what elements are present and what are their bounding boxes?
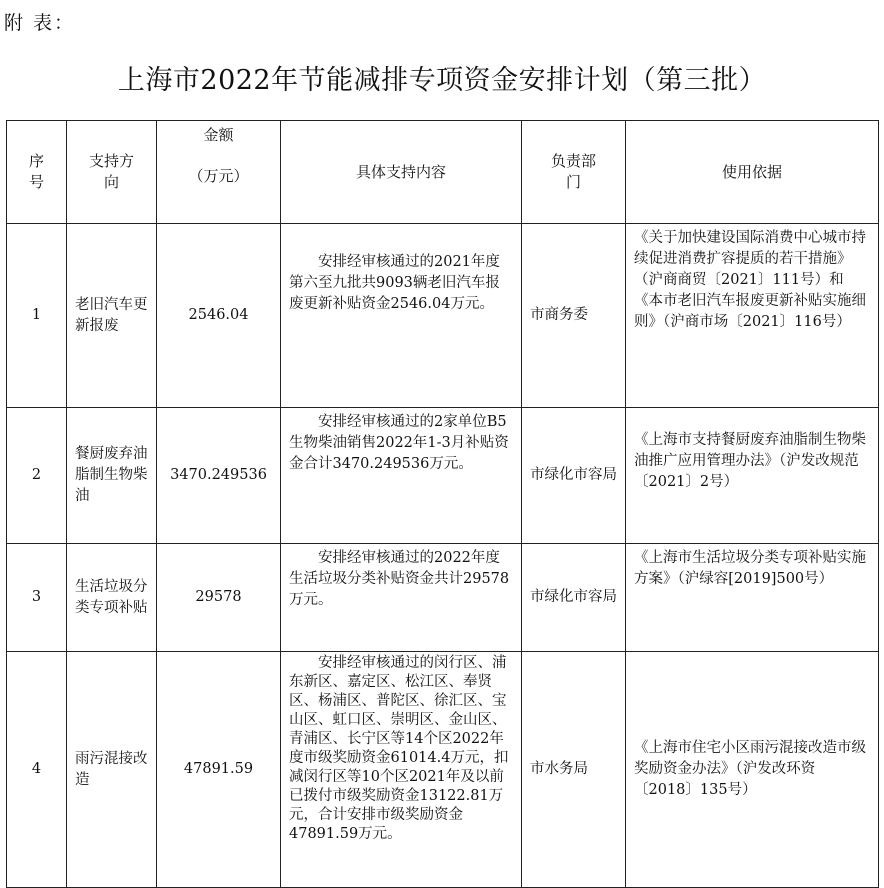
row-direction: 老旧汽车更新报废 <box>67 224 157 408</box>
row-content: 安排经审核通过的2022年度生活垃圾分类补贴资金共计29578万元。 <box>281 544 522 652</box>
table-row <box>7 224 879 408</box>
table-row <box>7 544 879 652</box>
table-header-row <box>7 121 879 224</box>
table-row <box>7 408 879 544</box>
funding-table <box>6 120 879 888</box>
table-row <box>7 652 879 888</box>
row-direction: 雨污混接改造 <box>67 652 157 888</box>
page-title: 上海市2022年节能减排专项资金安排计划（第三批） <box>117 65 767 96</box>
row-content: 安排经审核通过的2家单位B5生物柴油销售2022年1-3月补贴资金合计3470.249536万元。 <box>281 408 522 544</box>
row-basis: 《上海市住宅小区雨污混接改造市级奖励资金办法》（沪发改环资〔2018〕135号） <box>626 652 879 888</box>
column-header-basis: 使用依据 <box>626 121 879 224</box>
row-amount: 3470.249536 <box>157 408 281 544</box>
row-basis: 《上海市生活垃圾分类专项补贴实施方案》（沪绿容[2019]500号） <box>626 544 879 652</box>
row-department: 市水务局 <box>522 652 626 888</box>
row-amount: 29578 <box>157 544 281 652</box>
row-content: 安排经审核通过的2021年度第六至九批共9093辆老旧汽车报废更新补贴资金2546.04万元。 <box>281 224 522 408</box>
row-amount: 2546.04 <box>157 224 281 408</box>
row-department: 市绿化市容局 <box>522 544 626 652</box>
amount-header-label: 金额 <box>203 126 234 144</box>
column-header-content: 具体支持内容 <box>281 121 522 224</box>
row-basis: 《关于加快建设国际消费中心城市持续促进消费扩容提质的若干措施》（沪商商贸〔2021〕111号）和《本市老旧汽车报废更新补贴实施细则》（沪商市场〔2021〕116号） <box>626 224 879 408</box>
row-direction: 餐厨废弃油脂制生物柴油 <box>67 408 157 544</box>
row-department: 市绿化市容局 <box>522 408 626 544</box>
attachment-label: 附 表： <box>4 12 76 34</box>
row-index: 4 <box>7 652 67 888</box>
row-index: 3 <box>7 544 67 652</box>
column-header-amount <box>157 121 281 224</box>
row-index: 2 <box>7 408 67 544</box>
column-header-department: 负责部门 <box>522 121 626 224</box>
row-amount: 47891.59 <box>157 652 281 888</box>
amount-header-unit: （万元） <box>188 167 249 185</box>
row-basis: 《上海市支持餐厨废弃油脂制生物柴油推广应用管理办法》（沪发改规范〔2021〕2号） <box>626 408 879 544</box>
column-header-index: 序号 <box>7 121 67 224</box>
row-index: 1 <box>7 224 67 408</box>
row-content: 安排经审核通过的闵行区、浦东新区、嘉定区、松江区、奉贤区、杨浦区、普陀区、徐汇区、宝山区、虹口区、崇明区、金山区、青浦区、长宁区等14个区2022年度市级奖励资金61014.4万元，扣减闵行区等10个区2021年及以前已拨付市级奖励资金13122.81万元，合计安排市级奖励资金47891.59万元。 <box>281 652 522 888</box>
row-department: 市商务委 <box>522 224 626 408</box>
row-direction: 生活垃圾分类专项补贴 <box>67 544 157 652</box>
column-header-direction: 支持方向 <box>67 121 157 224</box>
